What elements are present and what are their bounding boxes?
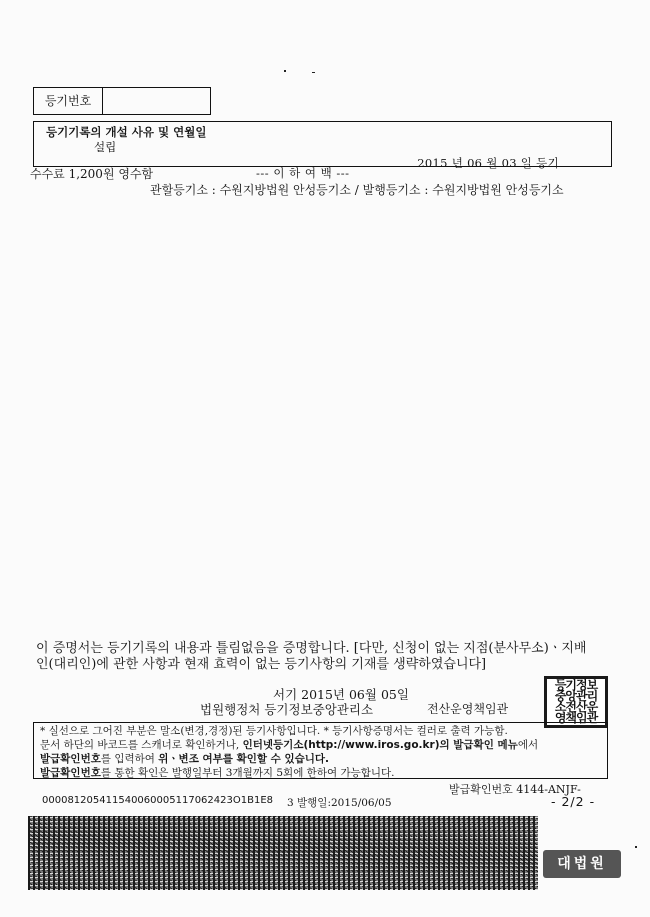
notice-line-1: * 실선으로 그어진 부분은 말소(변경,경정)된 등기사항입니다. * 등기사항증명서는 컬러로 출력 가능함. <box>40 725 508 737</box>
issuing-authority: 법원행정처 등기정보중앙관리소 <box>200 702 374 717</box>
notice-line-3 <box>40 751 329 766</box>
registry-office-line: 관할등기소 : 수원지방법원 안성등기소 / 발행등기소 : 수원지방법원 안성등기소 <box>150 183 564 197</box>
registry-number-label: 등기번호 <box>34 88 103 114</box>
official-seal <box>544 676 608 728</box>
scan-speck <box>284 70 286 72</box>
history-reason: 설립 <box>94 140 117 154</box>
notice-line-3-text: 를 입력하여 <box>100 753 155 765</box>
history-date: 2015 년 06 월 03 일 등기 <box>417 156 559 170</box>
notice-line-3-bold: 발급확인번호 <box>40 753 101 765</box>
scan-speck <box>635 846 637 848</box>
notice-line-2-bold: 인터넷등기소(http://www.iros.go.kr)의 발급확인 메뉴 <box>242 739 518 751</box>
below-blank-marker: --- 이 하 여 백 --- <box>256 166 350 180</box>
notice-line-2-tail: 에서 <box>517 739 539 751</box>
issue-date-footer: 3 발행일:2015/06/05 <box>287 797 392 809</box>
court-logo: 대법원 <box>543 850 621 878</box>
notice-line-3-bold-tail: 위ㆍ변조 여부를 확인할 수 있습니다. <box>158 753 330 765</box>
page-number: - 2/2 - <box>551 794 596 809</box>
responsible-official: 전산운영책임관 <box>427 702 509 716</box>
history-header: 등기기록의 개설 사유 및 연월일 <box>46 125 207 139</box>
seal-text: 등기정보 중앙관리 소전산운 영책임관 <box>554 678 598 725</box>
notice-line-4-bold: 발급확인번호 <box>40 767 101 779</box>
notice-line-4 <box>40 765 395 780</box>
2d-barcode <box>28 816 538 890</box>
notice-line-2-text: 문서 하단의 바코드를 스캐너로 확인하거나, <box>40 739 240 751</box>
issue-date: 서기 2015년 06월 05일 <box>273 687 409 702</box>
registry-history-box <box>33 121 612 170</box>
notice-line-4-text: 를 통한 확인은 발행일부터 3개월까지 5회에 한하여 가능합니다. <box>100 767 395 779</box>
fee-receipt: 수수료 1,200원 영수함 <box>30 167 154 181</box>
registry-number-box <box>33 87 211 115</box>
notice-box <box>33 722 608 779</box>
issue-confirmation-number: 발급확인번호 4144-ANJF- <box>449 783 581 796</box>
scan-speck <box>312 72 315 73</box>
barcode-number: 000081205411540060005117062423O1B1E8 <box>42 795 274 806</box>
certification-statement: 이 증명서는 등기기록의 내용과 틀림없음을 증명합니다. [다만, 신청이 없는 지점(분사무소)ㆍ지배인(대리인)에 관한 사항과 현재 효력이 없는 등기사항의 기재를 생략하였습니다] <box>36 641 587 672</box>
notice-line-2 <box>40 737 538 752</box>
